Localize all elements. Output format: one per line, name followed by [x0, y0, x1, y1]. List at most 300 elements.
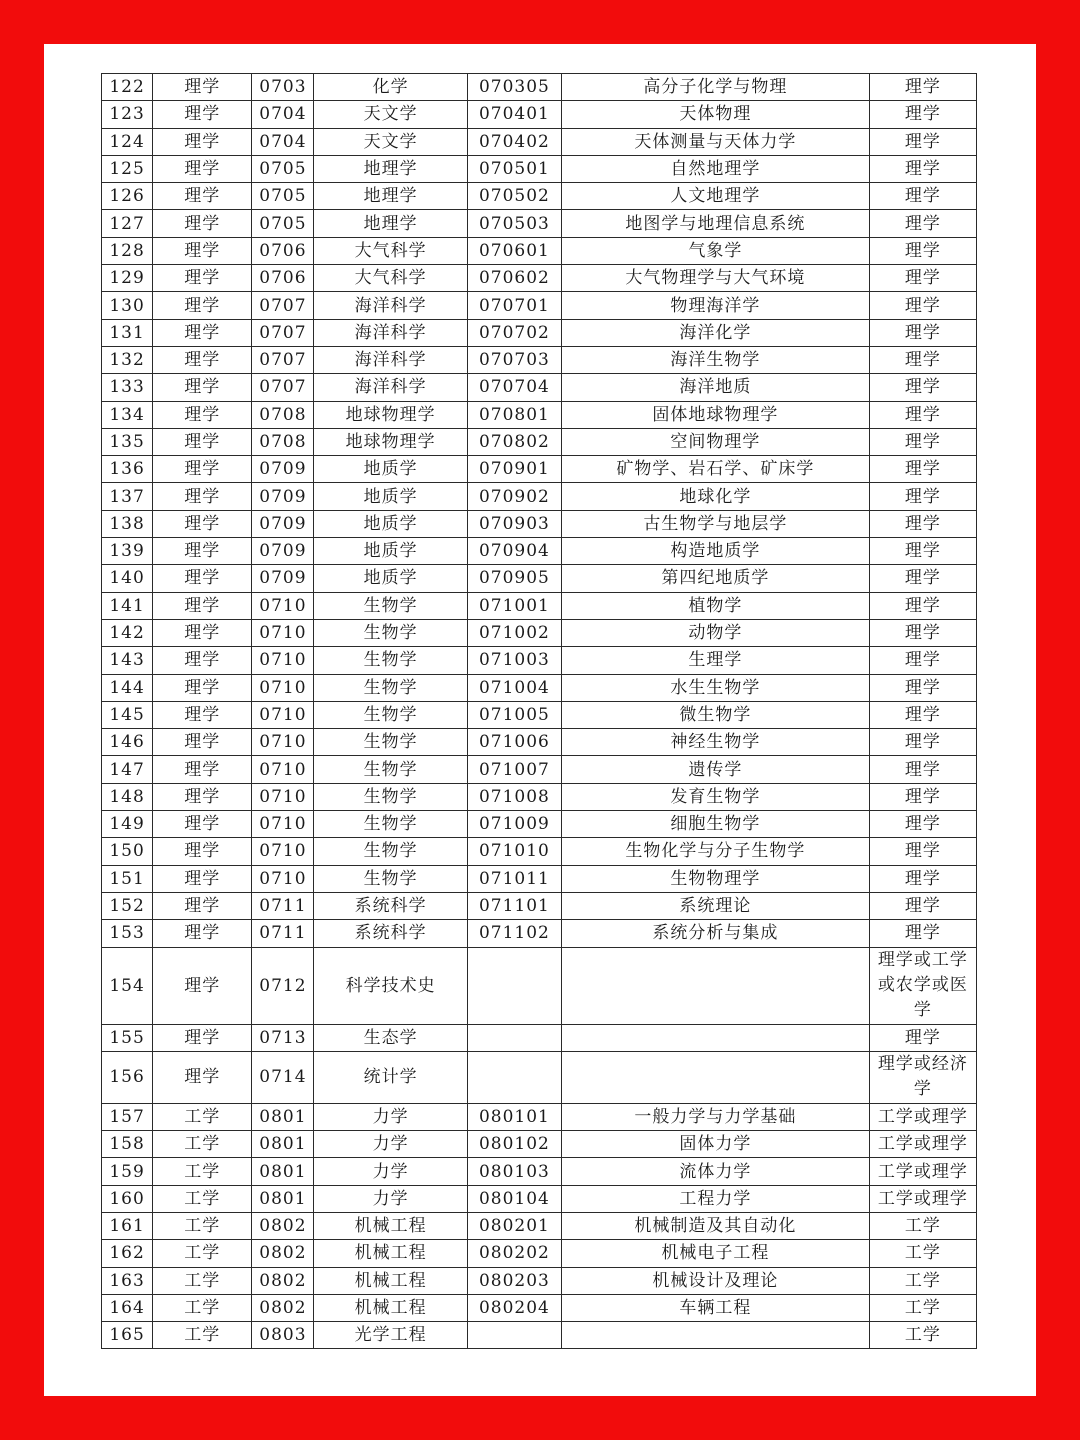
category-cell: 理学	[153, 510, 252, 537]
degree-type-cell: 理学或工学或农学或医学	[869, 947, 976, 1024]
second-level-name-cell: 空间物理学	[562, 428, 870, 455]
category-cell: 工学	[153, 1322, 252, 1349]
row-number-cell: 143	[102, 647, 153, 674]
category-cell: 理学	[153, 101, 252, 128]
first-level-code-cell: 0710	[252, 838, 314, 865]
first-level-name-cell: 地质学	[314, 538, 467, 565]
second-level-code-cell: 070904	[467, 538, 561, 565]
table-row	[102, 401, 977, 428]
category-cell: 理学	[153, 892, 252, 919]
second-level-code-cell: 071006	[467, 729, 561, 756]
first-level-name-cell: 生物学	[314, 729, 467, 756]
category-cell: 理学	[153, 920, 252, 947]
discipline-catalog-table	[101, 73, 977, 1349]
second-level-name-cell: 生理学	[562, 647, 870, 674]
second-level-name-cell	[562, 1051, 870, 1103]
second-level-code-cell: 080201	[467, 1212, 561, 1239]
row-number-cell: 123	[102, 101, 153, 128]
second-level-code-cell: 071102	[467, 920, 561, 947]
table-row	[102, 592, 977, 619]
second-level-name-cell: 神经生物学	[562, 729, 870, 756]
degree-type-cell: 理学	[869, 592, 976, 619]
table-row	[102, 1024, 977, 1051]
first-level-code-cell: 0714	[252, 1051, 314, 1103]
degree-type-cell: 理学	[869, 346, 976, 373]
degree-type-cell: 理学	[869, 292, 976, 319]
first-level-code-cell: 0705	[252, 183, 314, 210]
degree-type-cell: 工学或理学	[869, 1158, 976, 1185]
first-level-code-cell: 0802	[252, 1267, 314, 1294]
first-level-code-cell: 0801	[252, 1185, 314, 1212]
row-number-cell: 141	[102, 592, 153, 619]
table-row	[102, 947, 977, 1024]
row-number-cell: 142	[102, 619, 153, 646]
degree-type-cell: 理学	[869, 401, 976, 428]
row-number-cell: 164	[102, 1294, 153, 1321]
row-number-cell: 127	[102, 210, 153, 237]
degree-type-cell: 理学	[869, 619, 976, 646]
degree-type-cell: 工学或理学	[869, 1103, 976, 1130]
first-level-name-cell: 生物学	[314, 701, 467, 728]
degree-type-cell: 理学	[869, 892, 976, 919]
second-level-code-cell: 070703	[467, 346, 561, 373]
second-level-code-cell: 071009	[467, 811, 561, 838]
first-level-name-cell: 海洋科学	[314, 292, 467, 319]
second-level-name-cell: 生物化学与分子生物学	[562, 838, 870, 865]
table-row	[102, 756, 977, 783]
first-level-name-cell: 地质学	[314, 565, 467, 592]
first-level-code-cell: 0709	[252, 456, 314, 483]
first-level-name-cell: 机械工程	[314, 1267, 467, 1294]
first-level-name-cell: 地质学	[314, 456, 467, 483]
category-cell: 理学	[153, 729, 252, 756]
row-number-cell: 136	[102, 456, 153, 483]
degree-type-cell: 理学	[869, 701, 976, 728]
row-number-cell: 149	[102, 811, 153, 838]
second-level-name-cell	[562, 1024, 870, 1051]
first-level-name-cell: 生物学	[314, 674, 467, 701]
degree-type-cell: 理学	[869, 565, 976, 592]
table-row	[102, 1185, 977, 1212]
second-level-name-cell: 系统理论	[562, 892, 870, 919]
first-level-name-cell: 生物学	[314, 865, 467, 892]
table-row	[102, 210, 977, 237]
second-level-code-cell: 071001	[467, 592, 561, 619]
row-number-cell: 156	[102, 1051, 153, 1103]
second-level-name-cell: 微生物学	[562, 701, 870, 728]
first-level-code-cell: 0707	[252, 319, 314, 346]
first-level-code-cell: 0711	[252, 892, 314, 919]
first-level-code-cell: 0707	[252, 292, 314, 319]
second-level-code-cell: 071008	[467, 783, 561, 810]
second-level-code-cell: 080102	[467, 1131, 561, 1158]
first-level-code-cell: 0710	[252, 865, 314, 892]
second-level-code-cell: 070401	[467, 101, 561, 128]
table-row	[102, 1051, 977, 1103]
first-level-code-cell: 0709	[252, 483, 314, 510]
first-level-name-cell: 生物学	[314, 619, 467, 646]
row-number-cell: 146	[102, 729, 153, 756]
degree-type-cell: 理学	[869, 756, 976, 783]
second-level-code-cell	[467, 1024, 561, 1051]
table-row	[102, 1131, 977, 1158]
second-level-name-cell: 遗传学	[562, 756, 870, 783]
row-number-cell: 157	[102, 1103, 153, 1130]
table-row	[102, 1294, 977, 1321]
table-row	[102, 811, 977, 838]
second-level-name-cell: 构造地质学	[562, 538, 870, 565]
table-row	[102, 237, 977, 264]
first-level-name-cell: 机械工程	[314, 1294, 467, 1321]
first-level-code-cell: 0802	[252, 1240, 314, 1267]
category-cell: 理学	[153, 74, 252, 101]
first-level-name-cell: 系统科学	[314, 920, 467, 947]
table-row	[102, 1103, 977, 1130]
second-level-name-cell: 一般力学与力学基础	[562, 1103, 870, 1130]
second-level-name-cell: 细胞生物学	[562, 811, 870, 838]
category-cell: 理学	[153, 647, 252, 674]
table-row	[102, 1158, 977, 1185]
first-level-name-cell: 力学	[314, 1158, 467, 1185]
first-level-code-cell: 0801	[252, 1103, 314, 1130]
degree-type-cell: 工学或理学	[869, 1131, 976, 1158]
first-level-code-cell: 0710	[252, 592, 314, 619]
degree-type-cell: 理学	[869, 74, 976, 101]
category-cell: 理学	[153, 1051, 252, 1103]
category-cell: 工学	[153, 1267, 252, 1294]
second-level-code-cell	[467, 947, 561, 1024]
first-level-code-cell: 0710	[252, 701, 314, 728]
first-level-code-cell: 0707	[252, 374, 314, 401]
degree-type-cell: 理学	[869, 838, 976, 865]
second-level-name-cell: 植物学	[562, 592, 870, 619]
first-level-code-cell: 0706	[252, 265, 314, 292]
second-level-name-cell: 固体地球物理学	[562, 401, 870, 428]
second-level-name-cell: 海洋生物学	[562, 346, 870, 373]
second-level-code-cell: 070701	[467, 292, 561, 319]
degree-type-cell: 工学	[869, 1240, 976, 1267]
first-level-code-cell: 0710	[252, 811, 314, 838]
second-level-code-cell: 071011	[467, 865, 561, 892]
first-level-code-cell: 0710	[252, 783, 314, 810]
category-cell: 理学	[153, 756, 252, 783]
category-cell: 理学	[153, 128, 252, 155]
first-level-code-cell: 0704	[252, 128, 314, 155]
first-level-code-cell: 0710	[252, 647, 314, 674]
row-number-cell: 159	[102, 1158, 153, 1185]
first-level-name-cell: 力学	[314, 1131, 467, 1158]
second-level-code-cell: 070502	[467, 183, 561, 210]
table-row	[102, 1212, 977, 1239]
table-row	[102, 1267, 977, 1294]
category-cell: 理学	[153, 592, 252, 619]
category-cell: 理学	[153, 565, 252, 592]
first-level-name-cell: 化学	[314, 74, 467, 101]
first-level-name-cell: 生物学	[314, 756, 467, 783]
table-row	[102, 920, 977, 947]
second-level-name-cell: 矿物学、岩石学、矿床学	[562, 456, 870, 483]
table-row	[102, 183, 977, 210]
second-level-name-cell: 第四纪地质学	[562, 565, 870, 592]
first-level-code-cell: 0710	[252, 756, 314, 783]
first-level-code-cell: 0801	[252, 1131, 314, 1158]
second-level-code-cell: 070402	[467, 128, 561, 155]
first-level-name-cell: 生物学	[314, 592, 467, 619]
row-number-cell: 135	[102, 428, 153, 455]
second-level-code-cell: 070601	[467, 237, 561, 264]
second-level-name-cell: 生物物理学	[562, 865, 870, 892]
degree-type-cell: 理学	[869, 647, 976, 674]
degree-type-cell: 工学	[869, 1267, 976, 1294]
second-level-name-cell: 机械电子工程	[562, 1240, 870, 1267]
second-level-name-cell: 海洋化学	[562, 319, 870, 346]
category-cell: 理学	[153, 811, 252, 838]
row-number-cell: 128	[102, 237, 153, 264]
second-level-code-cell: 071007	[467, 756, 561, 783]
second-level-code-cell: 070602	[467, 265, 561, 292]
category-cell: 理学	[153, 155, 252, 182]
table-row	[102, 1240, 977, 1267]
table-row	[102, 101, 977, 128]
first-level-code-cell: 0709	[252, 538, 314, 565]
second-level-code-cell	[467, 1322, 561, 1349]
degree-type-cell: 理学	[869, 428, 976, 455]
first-level-name-cell: 生物学	[314, 811, 467, 838]
degree-type-cell: 理学	[869, 865, 976, 892]
category-cell: 理学	[153, 401, 252, 428]
degree-type-cell: 理学	[869, 483, 976, 510]
degree-type-cell: 理学	[869, 374, 976, 401]
table-body	[102, 74, 977, 1349]
degree-type-cell: 理学	[869, 783, 976, 810]
degree-type-cell: 理学	[869, 1024, 976, 1051]
second-level-name-cell: 地球化学	[562, 483, 870, 510]
first-level-name-cell: 地理学	[314, 183, 467, 210]
category-cell: 理学	[153, 428, 252, 455]
table-row	[102, 783, 977, 810]
row-number-cell: 140	[102, 565, 153, 592]
degree-type-cell: 理学	[869, 128, 976, 155]
category-cell: 理学	[153, 947, 252, 1024]
first-level-name-cell: 生物学	[314, 647, 467, 674]
row-number-cell: 139	[102, 538, 153, 565]
first-level-name-cell: 地球物理学	[314, 401, 467, 428]
category-cell: 理学	[153, 701, 252, 728]
table-row	[102, 674, 977, 701]
row-number-cell: 131	[102, 319, 153, 346]
first-level-name-cell: 大气科学	[314, 265, 467, 292]
table-row	[102, 128, 977, 155]
row-number-cell: 130	[102, 292, 153, 319]
category-cell: 理学	[153, 265, 252, 292]
second-level-code-cell: 071101	[467, 892, 561, 919]
category-cell: 理学	[153, 346, 252, 373]
first-level-name-cell: 光学工程	[314, 1322, 467, 1349]
first-level-code-cell: 0802	[252, 1212, 314, 1239]
first-level-name-cell: 科学技术史	[314, 947, 467, 1024]
degree-type-cell: 理学或经济学	[869, 1051, 976, 1103]
first-level-name-cell: 天文学	[314, 101, 467, 128]
row-number-cell: 160	[102, 1185, 153, 1212]
degree-type-cell: 理学	[869, 729, 976, 756]
second-level-code-cell: 080103	[467, 1158, 561, 1185]
first-level-code-cell: 0708	[252, 401, 314, 428]
degree-type-cell: 理学	[869, 210, 976, 237]
first-level-name-cell: 机械工程	[314, 1240, 467, 1267]
table-row	[102, 892, 977, 919]
row-number-cell: 145	[102, 701, 153, 728]
first-level-name-cell: 生物学	[314, 783, 467, 810]
first-level-name-cell: 力学	[314, 1185, 467, 1212]
degree-type-cell: 理学	[869, 155, 976, 182]
table-row	[102, 647, 977, 674]
first-level-name-cell: 生态学	[314, 1024, 467, 1051]
row-number-cell: 134	[102, 401, 153, 428]
category-cell: 理学	[153, 374, 252, 401]
degree-type-cell: 工学	[869, 1322, 976, 1349]
second-level-name-cell: 人文地理学	[562, 183, 870, 210]
second-level-code-cell: 070305	[467, 74, 561, 101]
second-level-code-cell: 070704	[467, 374, 561, 401]
second-level-name-cell: 流体力学	[562, 1158, 870, 1185]
row-number-cell: 138	[102, 510, 153, 537]
table-row	[102, 483, 977, 510]
degree-type-cell: 理学	[869, 920, 976, 947]
table-row	[102, 319, 977, 346]
second-level-code-cell	[467, 1051, 561, 1103]
first-level-code-cell: 0710	[252, 674, 314, 701]
category-cell: 理学	[153, 674, 252, 701]
row-number-cell: 125	[102, 155, 153, 182]
first-level-code-cell: 0712	[252, 947, 314, 1024]
category-cell: 工学	[153, 1158, 252, 1185]
category-cell: 工学	[153, 1294, 252, 1321]
second-level-name-cell: 发育生物学	[562, 783, 870, 810]
row-number-cell: 132	[102, 346, 153, 373]
first-level-code-cell: 0705	[252, 155, 314, 182]
row-number-cell: 154	[102, 947, 153, 1024]
degree-type-cell: 理学	[869, 237, 976, 264]
table-row	[102, 374, 977, 401]
table-row	[102, 565, 977, 592]
first-level-code-cell: 0711	[252, 920, 314, 947]
second-level-name-cell: 大气物理学与大气环境	[562, 265, 870, 292]
degree-type-cell: 工学或理学	[869, 1185, 976, 1212]
table-row	[102, 865, 977, 892]
category-cell: 工学	[153, 1131, 252, 1158]
second-level-code-cell: 070801	[467, 401, 561, 428]
second-level-code-cell: 070905	[467, 565, 561, 592]
first-level-code-cell: 0802	[252, 1294, 314, 1321]
category-cell: 理学	[153, 483, 252, 510]
second-level-name-cell: 机械设计及理论	[562, 1267, 870, 1294]
category-cell: 理学	[153, 183, 252, 210]
first-level-name-cell: 海洋科学	[314, 374, 467, 401]
row-number-cell: 153	[102, 920, 153, 947]
second-level-name-cell: 天体测量与天体力学	[562, 128, 870, 155]
category-cell: 理学	[153, 783, 252, 810]
first-level-code-cell: 0803	[252, 1322, 314, 1349]
row-number-cell: 126	[102, 183, 153, 210]
category-cell: 理学	[153, 237, 252, 264]
second-level-name-cell: 物理海洋学	[562, 292, 870, 319]
row-number-cell: 155	[102, 1024, 153, 1051]
second-level-code-cell: 070503	[467, 210, 561, 237]
second-level-code-cell: 071003	[467, 647, 561, 674]
second-level-name-cell: 水生生物学	[562, 674, 870, 701]
degree-type-cell: 理学	[869, 510, 976, 537]
first-level-name-cell: 地球物理学	[314, 428, 467, 455]
degree-type-cell: 理学	[869, 265, 976, 292]
table-row	[102, 292, 977, 319]
row-number-cell: 144	[102, 674, 153, 701]
row-number-cell: 162	[102, 1240, 153, 1267]
table-row	[102, 155, 977, 182]
first-level-name-cell: 地理学	[314, 155, 467, 182]
degree-type-cell: 工学	[869, 1294, 976, 1321]
category-cell: 工学	[153, 1212, 252, 1239]
degree-type-cell: 理学	[869, 319, 976, 346]
second-level-code-cell: 070802	[467, 428, 561, 455]
second-level-name-cell	[562, 1322, 870, 1349]
second-level-name-cell: 工程力学	[562, 1185, 870, 1212]
table-row	[102, 1322, 977, 1349]
first-level-code-cell: 0707	[252, 346, 314, 373]
second-level-code-cell: 071005	[467, 701, 561, 728]
category-cell: 工学	[153, 1185, 252, 1212]
row-number-cell: 161	[102, 1212, 153, 1239]
second-level-name-cell: 高分子化学与物理	[562, 74, 870, 101]
category-cell: 理学	[153, 838, 252, 865]
degree-type-cell: 理学	[869, 538, 976, 565]
first-level-name-cell: 地质学	[314, 510, 467, 537]
degree-type-cell: 理学	[869, 811, 976, 838]
second-level-code-cell: 071004	[467, 674, 561, 701]
first-level-code-cell: 0706	[252, 237, 314, 264]
category-cell: 理学	[153, 865, 252, 892]
first-level-code-cell: 0709	[252, 510, 314, 537]
first-level-name-cell: 海洋科学	[314, 319, 467, 346]
first-level-code-cell: 0708	[252, 428, 314, 455]
table-row	[102, 538, 977, 565]
second-level-name-cell: 系统分析与集成	[562, 920, 870, 947]
row-number-cell: 158	[102, 1131, 153, 1158]
row-number-cell: 147	[102, 756, 153, 783]
degree-type-cell: 理学	[869, 183, 976, 210]
second-level-name-cell: 气象学	[562, 237, 870, 264]
category-cell: 理学	[153, 619, 252, 646]
second-level-name-cell: 古生物学与地层学	[562, 510, 870, 537]
second-level-name-cell: 天体物理	[562, 101, 870, 128]
table-row	[102, 265, 977, 292]
category-cell: 工学	[153, 1103, 252, 1130]
second-level-name-cell: 自然地理学	[562, 155, 870, 182]
second-level-code-cell: 070501	[467, 155, 561, 182]
second-level-code-cell: 080204	[467, 1294, 561, 1321]
row-number-cell: 122	[102, 74, 153, 101]
first-level-code-cell: 0801	[252, 1158, 314, 1185]
table-row	[102, 619, 977, 646]
row-number-cell: 165	[102, 1322, 153, 1349]
first-level-name-cell: 天文学	[314, 128, 467, 155]
second-level-name-cell: 海洋地质	[562, 374, 870, 401]
table-row	[102, 838, 977, 865]
row-number-cell: 150	[102, 838, 153, 865]
second-level-name-cell: 地图学与地理信息系统	[562, 210, 870, 237]
table-row	[102, 701, 977, 728]
first-level-name-cell: 海洋科学	[314, 346, 467, 373]
category-cell: 理学	[153, 538, 252, 565]
